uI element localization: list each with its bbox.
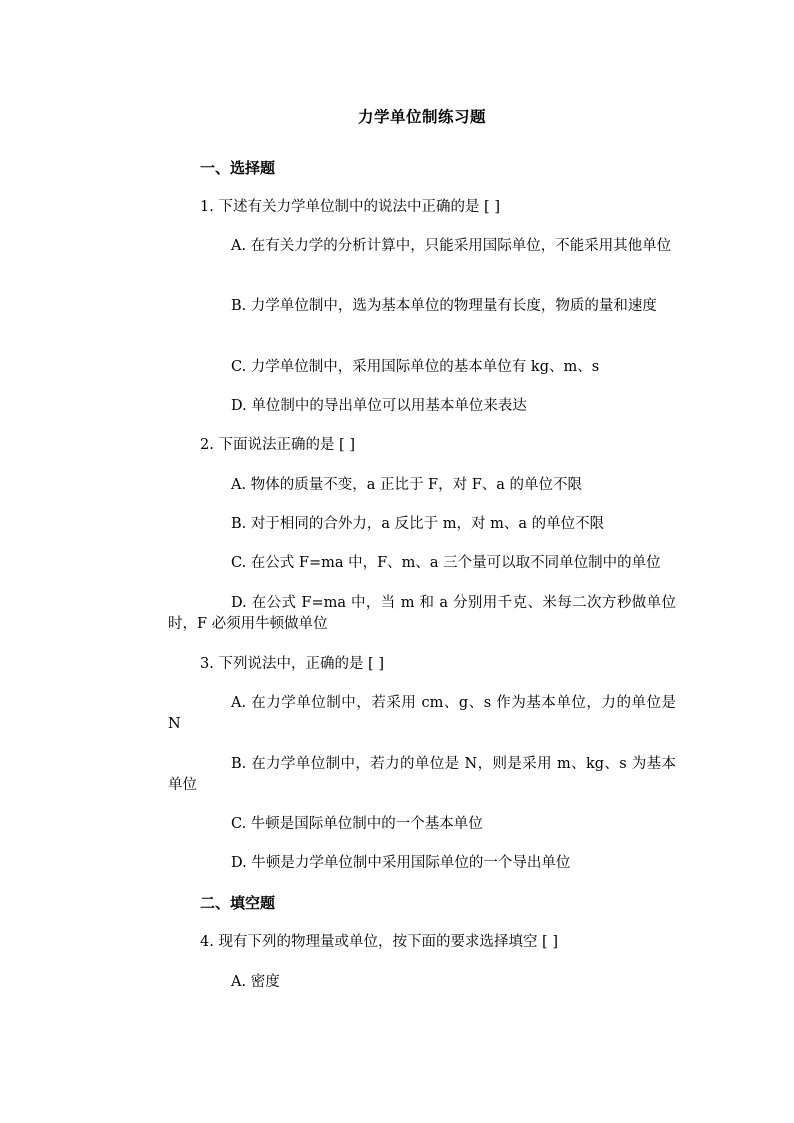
question-1-stem: 1. 下述有关力学单位制中的说法中正确的是 [ ] (200, 199, 500, 215)
question-2-option-b: B. 对于相同的合外力，a 反比于 m，对 m、a 的单位不限 (231, 516, 605, 532)
question-3-stem: 3. 下列说法中，正确的是 [ ] (200, 656, 384, 672)
question-3-option-a: A. 在力学单位制中，若采用 cm、g、s 作为基本单位，力的单位是 N (168, 695, 676, 732)
section-heading-fill: 二、填空题 (200, 894, 276, 912)
question-3-option-c: C. 牛顿是国际单位制中的一个基本单位 (231, 816, 483, 832)
question-3-option-b: B. 在力学单位制中，若力的单位是 N，则是采用 m、kg、s 为基本单位 (168, 756, 676, 793)
question-3-option-d: D. 牛顿是力学单位制中采用国际单位的一个导出单位 (231, 855, 571, 871)
question-1-option-a: A. 在有关力学的分析计算中，只能采用国际单位，不能采用其他单位 (231, 238, 672, 254)
question-1-option-d: D. 单位制中的导出单位可以用基本单位来表达 (231, 398, 527, 414)
section-heading-choice: 一、选择题 (200, 159, 276, 177)
question-2-stem: 2. 下面说法正确的是 [ ] (200, 437, 355, 453)
question-4-option-a: A. 密度 (231, 974, 280, 990)
question-2-option-a: A. 物体的质量不变，a 正比于 F，对 F、a 的单位不限 (231, 477, 583, 493)
question-1-option-b: B. 力学单位制中，选为基本单位的物理量有长度，物质的量和速度 (231, 298, 657, 314)
question-1-option-c: C. 力学单位制中，采用国际单位的基本单位有 kg、m、s (231, 359, 600, 375)
question-4-stem: 4. 现有下列的物理量或单位，按下面的要求选择填空 [ ] (200, 934, 558, 950)
question-2-option-c: C. 在公式 F=ma 中，F、m、a 三个量可以取不同单位制中的单位 (231, 555, 661, 571)
page-title: 力学单位制练习题 (357, 107, 486, 126)
question-2-option-d: D. 在公式 F=ma 中，当 m 和 a 分别用千克、米每二次方秒做单位时，F 必须用牛顿做单位 (168, 595, 676, 632)
